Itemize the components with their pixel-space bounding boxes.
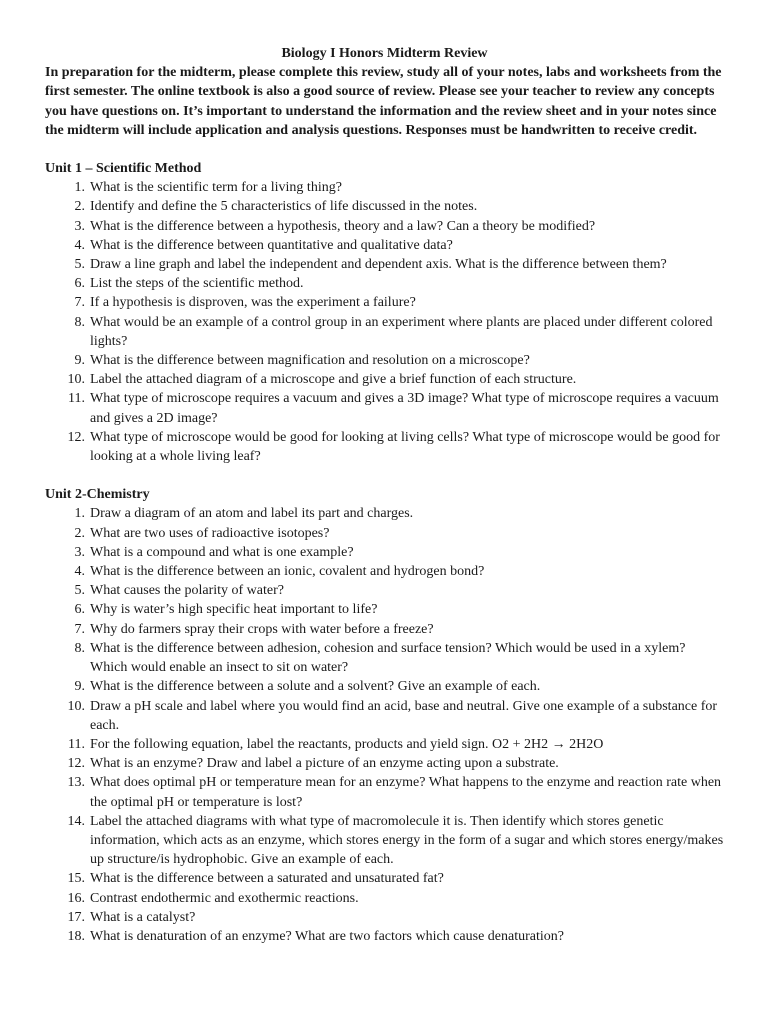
question-text: What is a compound and what is one example? [90,544,354,560]
question-text: If a hypothesis is disproven, was the experiment a failure? [90,295,416,311]
question-item [45,428,724,466]
question-item [45,504,724,523]
question-item [45,197,724,216]
question-text: For the following equation, label the reactants, products and yield sign. O2 + 2H2 → 2H2O [90,736,604,752]
question-text: What is the difference between adhesion, cohesion and surface tension? Which would be used in a xylem? Which would enable an insect to sit on water? [90,640,686,676]
question-item [45,927,724,946]
question-text: What causes the polarity of water? [90,583,284,599]
question-text: Label the attached diagram of a microscope and give a brief function of each structure. [90,372,577,388]
question-number: 10. [67,698,85,714]
question-text: What is the difference between an ionic, covalent and hydrogen bond? [90,564,485,580]
question-item [45,178,724,197]
question-item [45,524,724,543]
question-item [45,236,724,255]
question-number: 6. [74,276,85,292]
question-text: What is the difference between a saturated and unsaturated fat? [90,871,444,887]
page-title: Biology I Honors Midterm Review [281,46,488,61]
question-text: Draw a pH scale and label where you would find an acid, base and neutral. Give one example of a substance for each. [90,698,718,733]
question-item [45,812,724,870]
question-number: 5. [74,257,85,273]
question-text: What is the difference between a solute and a solvent? Give an example of each. [90,679,541,695]
question-text: What is denaturation of an enzyme? What are two factors which cause denaturation? [90,928,564,944]
intro-paragraph: In preparation for the midterm, please complete this review, study all of your notes, labs and worksheets from the first semester. The online textbook is also a good source of review. Please see your teacher to review any concepts you have questions on. It’s important to understand the information and the review sheet and in your notes since the midterm will include application and analysis questions. Responses must be handwritten to receive credit. [45,65,722,138]
question-number: 7. [74,295,85,311]
question-number: 3. [74,218,85,234]
question-number: 8. [74,640,85,656]
question-number: 11. [68,391,85,407]
question-number: 9. [74,679,85,695]
question-text: Draw a diagram of an atom and label its part and charges. [90,506,414,522]
question-text: What is a catalyst? [90,909,196,925]
question-number: 8. [74,314,85,330]
question-number: 10. [67,372,85,388]
question-text: Why do farmers spray their crops with water before a freeze? [90,621,434,637]
question-number: 2. [74,525,85,541]
unit1-heading: Unit 1 – Scientific Method [45,161,202,177]
question-text: What is the scientific term for a living thing? [90,180,342,196]
question-number: 13. [67,775,85,791]
question-text: List the steps of the scientific method. [90,276,304,292]
question-text: Label the attached diagrams with what type of macromolecule it is. Then identify which stores genetic information, which acts as an enzyme, which stores energy in the form of a sugar and which stores energy/makes up structure/is hydrophobic. Give an example of each. [90,813,724,868]
question-text: What is the difference between magnification and resolution on a microscope? [90,353,530,369]
question-item [45,754,724,773]
question-number: 1. [74,506,85,522]
question-text: What does optimal pH or temperature mean for an enzyme? What happens to the enzyme and reaction rate when the optimal pH or temperature is lost? [90,775,722,810]
question-text: Draw a line graph and label the independent and dependent axis. What is the difference between them? [90,257,667,273]
question-item [45,370,724,389]
question-item [45,351,724,370]
question-text: What would be an example of a control group in an experiment where plants are placed under different colored lights? [90,314,713,349]
question-number: 9. [74,353,85,369]
question-number: 2. [74,199,85,215]
question-text: What type of microscope requires a vacuum and gives a 3D image? What type of microscope requires a vacuum and gives a 2D image? [90,391,719,426]
question-item [45,735,724,754]
question-number: 3. [74,544,85,560]
question-number: 15. [67,871,85,887]
question-item [45,600,724,619]
question-item [45,562,724,581]
question-number: 4. [74,237,85,253]
question-number: 7. [74,621,85,637]
question-number: 4. [74,564,85,580]
question-item [45,581,724,600]
question-text: Contrast endothermic and exothermic reactions. [90,890,359,906]
unit2-heading: Unit 2-Chemistry [45,487,150,503]
question-text: What is the difference between a hypothesis, theory and a law? Can a theory be modified? [90,218,596,234]
question-number: 12. [67,429,85,445]
question-item [45,639,724,677]
question-number: 18. [67,928,85,944]
unit1-question-list [45,178,724,466]
question-number: 16. [67,890,85,906]
question-number: 11. [68,736,85,752]
question-item [45,620,724,639]
question-number: 14. [67,813,85,829]
question-number: 17. [67,909,85,925]
question-item [45,217,724,236]
question-item [45,389,724,427]
question-item [45,889,724,908]
question-item [45,869,724,888]
question-item [45,677,724,696]
question-text: What is the difference between quantitative and qualitative data? [90,237,453,253]
question-text: Why is water’s high specific heat important to life? [90,602,378,618]
question-number: 12. [67,756,85,772]
question-item [45,773,724,811]
question-number: 6. [74,602,85,618]
question-text: What type of microscope would be good for looking at living cells? What type of microscope would be good for looking at a whole living leaf? [90,429,720,465]
question-item [45,313,724,351]
question-item [45,543,724,562]
question-text: Identify and define the 5 characteristics of life discussed in the notes. [90,199,478,215]
question-item [45,255,724,274]
question-item [45,908,724,927]
question-text: What is an enzyme? Draw and label a picture of an enzyme acting upon a substrate. [90,756,559,772]
unit2-question-list [45,504,724,946]
question-number: 1. [74,180,85,196]
question-item [45,293,724,312]
question-text: What are two uses of radioactive isotopes? [90,525,330,541]
question-item [45,697,724,735]
question-item [45,274,724,293]
question-number: 5. [74,583,85,599]
